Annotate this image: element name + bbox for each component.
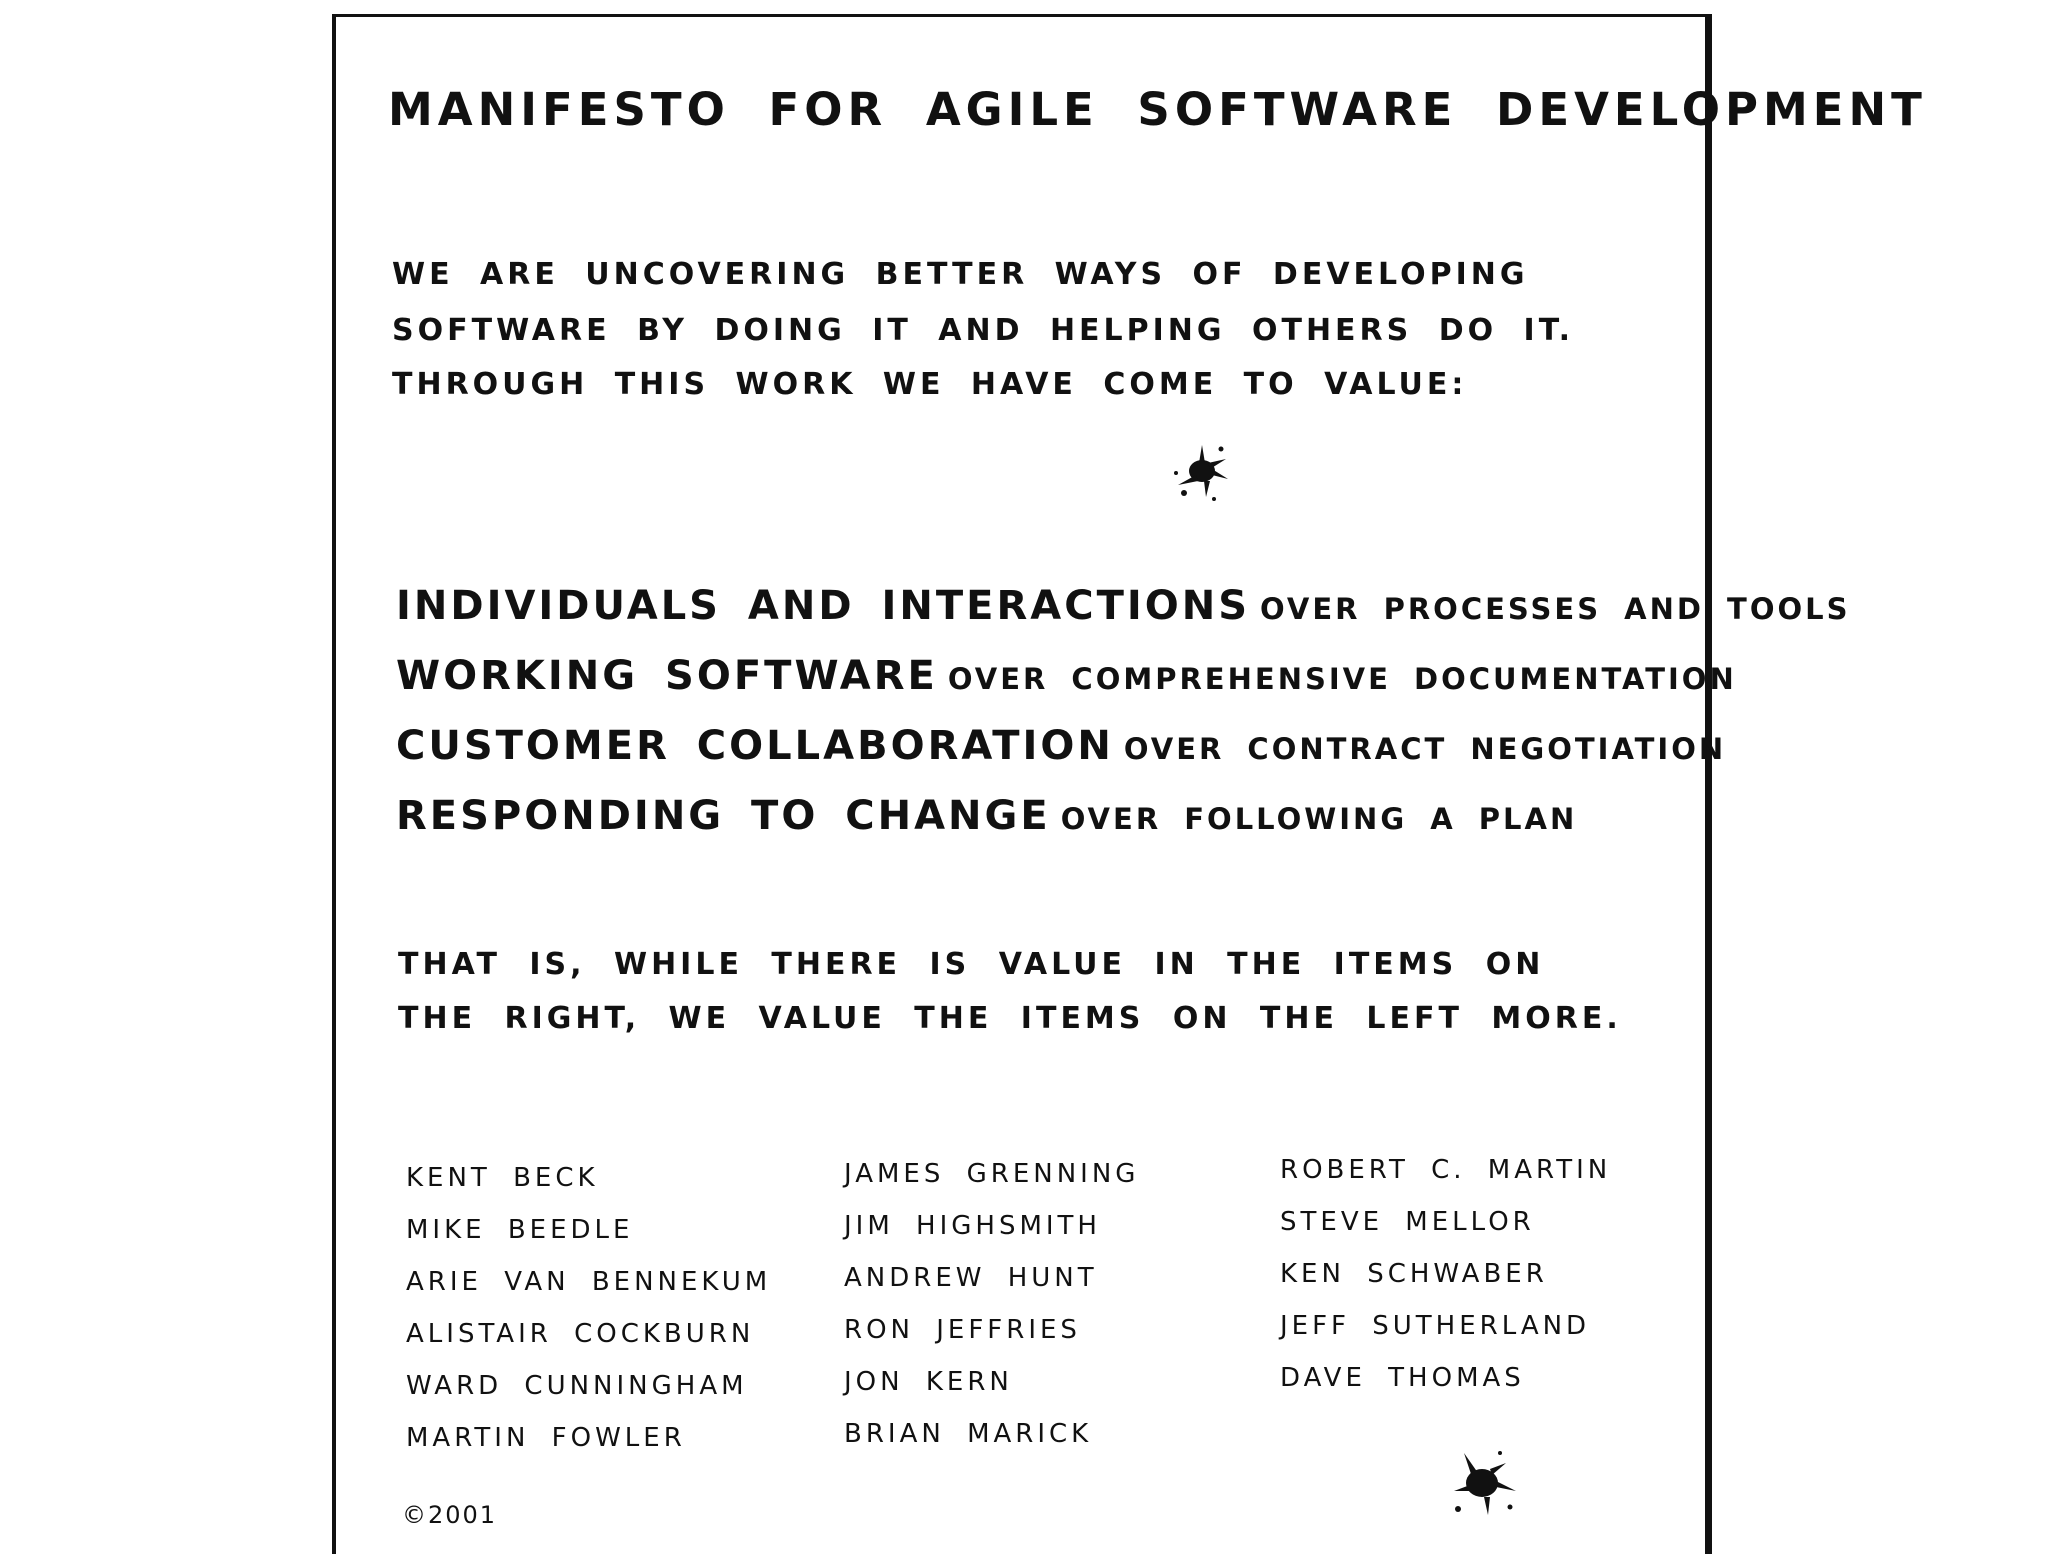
- value-right: OVER PROCESSES AND TOOLS: [1260, 592, 1851, 626]
- signatory-name: DAVE THOMAS: [1280, 1363, 1525, 1393]
- value-statement: [396, 723, 1726, 769]
- value-left: WORKING SOFTWARE: [396, 653, 938, 699]
- signatory-name: JIM HIGHSMITH: [844, 1211, 1101, 1241]
- signatory-name: ANDREW HUNT: [844, 1263, 1098, 1293]
- signatory-name: ALISTAIR COCKBURN: [406, 1319, 755, 1349]
- copyright-notice: ©2001: [402, 1501, 498, 1529]
- value-left: INDIVIDUALS AND INTERACTIONS: [396, 583, 1251, 629]
- value-statement: [396, 653, 1737, 699]
- intro-line: WE ARE UNCOVERING BETTER WAYS OF DEVELOPING: [392, 257, 1529, 292]
- signatory-name: KEN SCHWABER: [1280, 1259, 1548, 1289]
- intro-line: SOFTWARE BY DOING IT AND HELPING OTHERS DO IT.: [392, 313, 1575, 348]
- closing-line: THE RIGHT, WE VALUE THE ITEMS ON THE LEFT MORE.: [398, 1001, 1622, 1036]
- signatory-name: ARIE VAN BENNEKUM: [406, 1267, 772, 1297]
- signatory-name: RON JEFFRIES: [844, 1315, 1081, 1345]
- ink-splat-icon: [1444, 1441, 1524, 1521]
- value-left: CUSTOMER COLLABORATION: [396, 723, 1114, 769]
- signatory-name: WARD CUNNINGHAM: [406, 1371, 748, 1401]
- value-right: OVER CONTRACT NEGOTIATION: [1123, 732, 1727, 766]
- signatory-name: KENT BECK: [406, 1163, 599, 1193]
- closing-line: THAT IS, WHILE THERE IS VALUE IN THE ITEMS ON: [398, 947, 1545, 982]
- value-right: OVER COMPREHENSIVE DOCUMENTATION: [947, 662, 1737, 696]
- value-statement: [396, 583, 1851, 629]
- ink-splat-icon: [1166, 435, 1236, 505]
- value-left: RESPONDING TO CHANGE: [396, 793, 1051, 839]
- intro-line: THROUGH THIS WORK WE HAVE COME TO VALUE:: [392, 367, 1468, 402]
- value-right: OVER FOLLOWING A PLAN: [1060, 802, 1578, 836]
- signatory-name: JEFF SUTHERLAND: [1280, 1311, 1591, 1341]
- signatory-name: BRIAN MARICK: [844, 1419, 1093, 1449]
- value-statement: [396, 793, 1577, 839]
- signatory-name: JON KERN: [844, 1367, 1013, 1397]
- signatory-name: MARTIN FOWLER: [406, 1423, 686, 1453]
- signatory-name: STEVE MELLOR: [1280, 1207, 1535, 1237]
- manifesto-sheet: [332, 14, 1927, 1554]
- signatory-name: ROBERT C. MARTIN: [1280, 1155, 1612, 1185]
- signatory-name: JAMES GRENNING: [844, 1159, 1140, 1189]
- signatory-name: MIKE BEEDLE: [406, 1215, 634, 1245]
- manifesto-title: MANIFESTO FOR AGILE SOFTWARE DEVELOPMENT: [388, 83, 1927, 136]
